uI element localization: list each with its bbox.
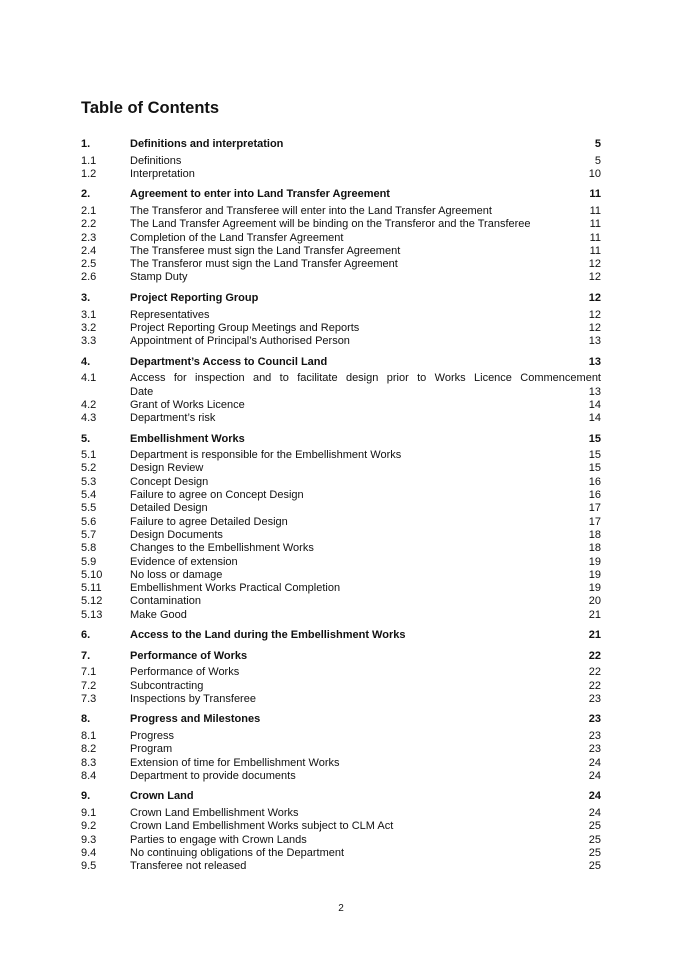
entry-number: 2.4: [81, 244, 97, 257]
toc-entry: [81, 399, 601, 412]
toc-section-heading: [81, 629, 601, 642]
entry-page-number: 18: [588, 528, 601, 541]
entry-page-number: 12: [588, 271, 601, 284]
entry-label: Changes to the Embellishment Works: [130, 542, 314, 555]
toc-entry: [81, 205, 601, 218]
entry-label: Crown Land Embellishment Works: [130, 806, 299, 819]
section-number: 7.: [81, 649, 91, 662]
entry-label: No continuing obligations of the Department: [130, 846, 345, 859]
entry-number: 5.9: [81, 555, 97, 568]
toc-entry: [81, 529, 601, 542]
toc-entry: [81, 834, 601, 847]
section-number: 4.: [81, 355, 91, 368]
toc-entry: [81, 820, 601, 833]
page-number: 2: [338, 903, 344, 914]
section-page-number: 22: [588, 649, 601, 662]
toc-entry: [81, 258, 601, 271]
section-page-number: 24: [588, 790, 601, 803]
entry-label: The Land Transfer Agreement will be binding on the Transferor and the Transferee: [130, 218, 531, 231]
entry-number: 2.6: [81, 271, 97, 284]
entry-page-number: 10: [588, 167, 601, 180]
section-number: 1.: [81, 138, 91, 150]
toc-entry: [81, 502, 601, 515]
section-title: Access to the Land during the Embellishment Works: [130, 629, 406, 642]
entry-page-number: 12: [588, 321, 601, 334]
entry-label: Performance of Works: [130, 666, 240, 679]
section-number: 3.: [81, 291, 91, 304]
entry-page-number: 18: [588, 542, 601, 555]
section-title: Crown Land: [130, 790, 194, 803]
section-page-number: 21: [588, 629, 601, 642]
section-title: Department’s Access to Council Land: [130, 355, 328, 368]
entry-page-number: 11: [589, 218, 601, 231]
toc-entry: [81, 462, 601, 475]
entry-label: Concept Design: [130, 475, 209, 488]
entry-page-number: 24: [588, 769, 601, 782]
entry-page-number: 20: [588, 595, 601, 608]
entry-page-number: 24: [588, 756, 601, 769]
entry-page-number: 16: [588, 489, 601, 502]
entry-number: 8.4: [81, 769, 97, 782]
entry-number: 9.1: [81, 806, 97, 819]
section-title: Performance of Works: [130, 649, 248, 662]
toc-section-heading: [81, 790, 601, 803]
section-title: Embellishment Works: [130, 432, 245, 445]
entry-page-number: 21: [588, 608, 601, 621]
entry-label: Interpretation: [130, 167, 195, 180]
entry-number: 5.7: [81, 528, 97, 541]
toc-section-heading: [81, 713, 601, 726]
entry-page-number: 13: [588, 335, 601, 348]
entry-number: 5.5: [81, 502, 97, 515]
entry-page-number: 11: [589, 204, 601, 217]
entry-label: Representatives: [130, 308, 210, 321]
entry-label: Design Documents: [130, 528, 223, 541]
entry-number: 7.3: [81, 692, 97, 705]
entry-label-line: Date: [130, 385, 154, 398]
toc-entry: [81, 595, 601, 608]
toc-entry: [81, 847, 601, 860]
entry-label: Design Review: [130, 462, 204, 475]
entry-label: No loss or damage: [130, 568, 223, 581]
section-page-number: 11: [589, 188, 601, 201]
section-page-number: 15: [588, 432, 601, 445]
entry-page-number: 19: [588, 555, 601, 568]
toc-entry: [81, 449, 601, 462]
section-title: Progress and Milestones: [130, 713, 261, 726]
entry-page-number: 14: [588, 398, 601, 411]
toc-entry: [81, 476, 601, 489]
entry-page-number: 23: [588, 743, 601, 756]
toc-entry: [81, 489, 601, 502]
entry-label: The Transferor and Transferee will enter into the Land Transfer Agreement: [130, 204, 492, 217]
entry-number: 7.1: [81, 666, 97, 679]
toc-entry: [81, 372, 601, 399]
entry-label: Make Good: [130, 608, 187, 621]
toc-entry: [81, 309, 601, 322]
table-of-contents: [81, 138, 601, 873]
entry-label: Completion of the Land Transfer Agreement: [130, 231, 344, 244]
entry-label: Appointment of Principal’s Authorised Person: [130, 335, 350, 348]
entry-page-number: 12: [588, 258, 601, 271]
entry-number: 5.4: [81, 489, 97, 502]
section-title: Project Reporting Group: [130, 291, 259, 304]
section-page-number: 5: [594, 138, 601, 150]
toc-section-heading: [81, 433, 601, 446]
toc-entry: [81, 516, 601, 529]
page-title: Table of Contents: [81, 99, 220, 117]
toc-section-heading: [81, 138, 601, 151]
entry-number: 8.1: [81, 729, 97, 742]
toc-entry: [81, 168, 601, 181]
entry-number: 9.3: [81, 833, 97, 846]
entry-label: Failure to agree on Concept Design: [130, 489, 304, 502]
entry-number: 3.2: [81, 321, 97, 334]
entry-label: [130, 372, 601, 399]
entry-number: 4.2: [81, 398, 97, 411]
entry-page-number: 25: [588, 833, 601, 846]
entry-number: 8.3: [81, 756, 97, 769]
entry-number: 5.1: [81, 449, 97, 462]
section-number: 6.: [81, 629, 91, 642]
entry-label-continuation: [130, 386, 601, 399]
entry-label: Stamp Duty: [130, 271, 188, 284]
entry-page-number: 22: [588, 679, 601, 692]
toc-entry: [81, 155, 601, 168]
toc-entry: [81, 218, 601, 231]
entry-label: Progress: [130, 729, 175, 742]
entry-page-number: 22: [588, 666, 601, 679]
toc-entry: [81, 666, 601, 679]
entry-number: 5.2: [81, 462, 97, 475]
entry-label: Subcontracting: [130, 679, 204, 692]
entry-number: 3.3: [81, 335, 97, 348]
entry-number: 5.12: [81, 595, 103, 608]
section-number: 8.: [81, 713, 91, 726]
entry-page-number: 16: [588, 475, 601, 488]
entry-page-number: 19: [588, 568, 601, 581]
section-title: Agreement to enter into Land Transfer Agreement: [130, 188, 390, 201]
entry-page-number: 23: [588, 692, 601, 705]
toc-entry: [81, 730, 601, 743]
entry-label: Crown Land Embellishment Works subject to CLM Act: [130, 820, 394, 833]
entry-page-number: 17: [588, 502, 601, 515]
entry-number: 7.2: [81, 679, 97, 692]
entry-label: Definitions: [130, 154, 182, 167]
toc-entry: [81, 757, 601, 770]
section-page-number: 13: [588, 355, 601, 368]
entry-label: Project Reporting Group Meetings and Reports: [130, 321, 360, 334]
entry-number: 5.3: [81, 475, 97, 488]
section-page-number: 23: [588, 713, 601, 726]
entry-label: Extension of time for Embellishment Works: [130, 756, 340, 769]
toc-entry: [81, 743, 601, 756]
entry-number: 4.3: [81, 412, 97, 425]
section-number: 5.: [81, 432, 91, 445]
toc-entry: [81, 693, 601, 706]
entry-label: Department’s risk: [130, 412, 216, 425]
toc-entry: [81, 412, 601, 425]
toc-entry: [81, 680, 601, 693]
entry-number: 3.1: [81, 308, 97, 321]
entry-page-number: 13: [588, 385, 601, 398]
entry-label: Grant of Works Licence: [130, 398, 245, 411]
toc-entry: [81, 609, 601, 622]
entry-page-number: 25: [588, 820, 601, 833]
entry-label: Failure to agree Detailed Design: [130, 515, 288, 528]
entry-number: 5.10: [81, 568, 103, 581]
toc-entry: [81, 807, 601, 820]
toc-section-heading: [81, 356, 601, 369]
entry-page-number: 15: [588, 449, 601, 462]
entry-number: 2.2: [81, 218, 97, 231]
section-page-number: 12: [588, 291, 601, 304]
toc-entry: [81, 556, 601, 569]
entry-page-number: 25: [588, 860, 601, 873]
section-number: 9.: [81, 790, 91, 803]
entry-number: 5.13: [81, 608, 103, 621]
entry-label: Evidence of extension: [130, 555, 238, 568]
entry-page-number: 19: [588, 582, 601, 595]
section-number: 2.: [81, 188, 91, 201]
toc-section-heading: [81, 292, 601, 305]
entry-page-number: 11: [589, 244, 601, 257]
entry-number: 1.2: [81, 167, 97, 180]
toc-entry: [81, 542, 601, 555]
entry-page-number: 17: [588, 515, 601, 528]
entry-number: 9.4: [81, 846, 97, 859]
section-title: Definitions and interpretation: [130, 138, 284, 150]
entry-number: 9.5: [81, 860, 97, 873]
entry-number: 9.2: [81, 820, 97, 833]
toc-entry: [81, 335, 601, 348]
entry-number: 1.1: [81, 154, 97, 167]
entry-number: 5.8: [81, 542, 97, 555]
entry-label: Program: [130, 743, 173, 756]
entry-number: 2.3: [81, 231, 97, 244]
entry-number: 2.5: [81, 258, 97, 271]
toc-entry: [81, 770, 601, 783]
entry-label: Department to provide documents: [130, 769, 296, 782]
entry-label: Detailed Design: [130, 502, 208, 515]
toc-section-heading: [81, 188, 601, 201]
entry-label: Inspections by Transferee: [130, 692, 256, 705]
toc-entry: [81, 232, 601, 245]
entry-label: The Transferee must sign the Land Transfer Agreement: [130, 244, 401, 257]
entry-number: 2.1: [81, 204, 97, 217]
entry-number: 5.6: [81, 515, 97, 528]
entry-page-number: 14: [588, 412, 601, 425]
entry-number: 4.1: [81, 372, 97, 385]
entry-label: Department is responsible for the Embellishment Works: [130, 449, 402, 462]
entry-label: The Transferor must sign the Land Transfer Agreement: [130, 258, 398, 271]
toc-entry: [81, 860, 601, 873]
entry-number: 5.11: [81, 582, 102, 595]
entry-label: Embellishment Works Practical Completion: [130, 582, 341, 595]
entry-label: Contamination: [130, 595, 201, 608]
toc-section-heading: [81, 650, 601, 663]
toc-entry: [81, 582, 601, 595]
entry-page-number: 24: [588, 806, 601, 819]
entry-page-number: 11: [589, 231, 601, 244]
entry-page-number: 15: [588, 462, 601, 475]
entry-page-number: 12: [588, 308, 601, 321]
entry-label: Transferee not released: [130, 860, 247, 873]
toc-entry: [81, 271, 601, 284]
toc-entry: [81, 245, 601, 258]
entry-page-number: 25: [588, 846, 601, 859]
entry-label: Parties to engage with Crown Lands: [130, 833, 307, 846]
entry-page-number: 5: [594, 154, 601, 167]
toc-entry: [81, 569, 601, 582]
entry-number: 8.2: [81, 743, 97, 756]
entry-page-number: 23: [588, 729, 601, 742]
entry-label-line: Access for inspection and to facilitate design prior to Works Licence Commencement: [130, 372, 601, 385]
toc-entry: [81, 322, 601, 335]
